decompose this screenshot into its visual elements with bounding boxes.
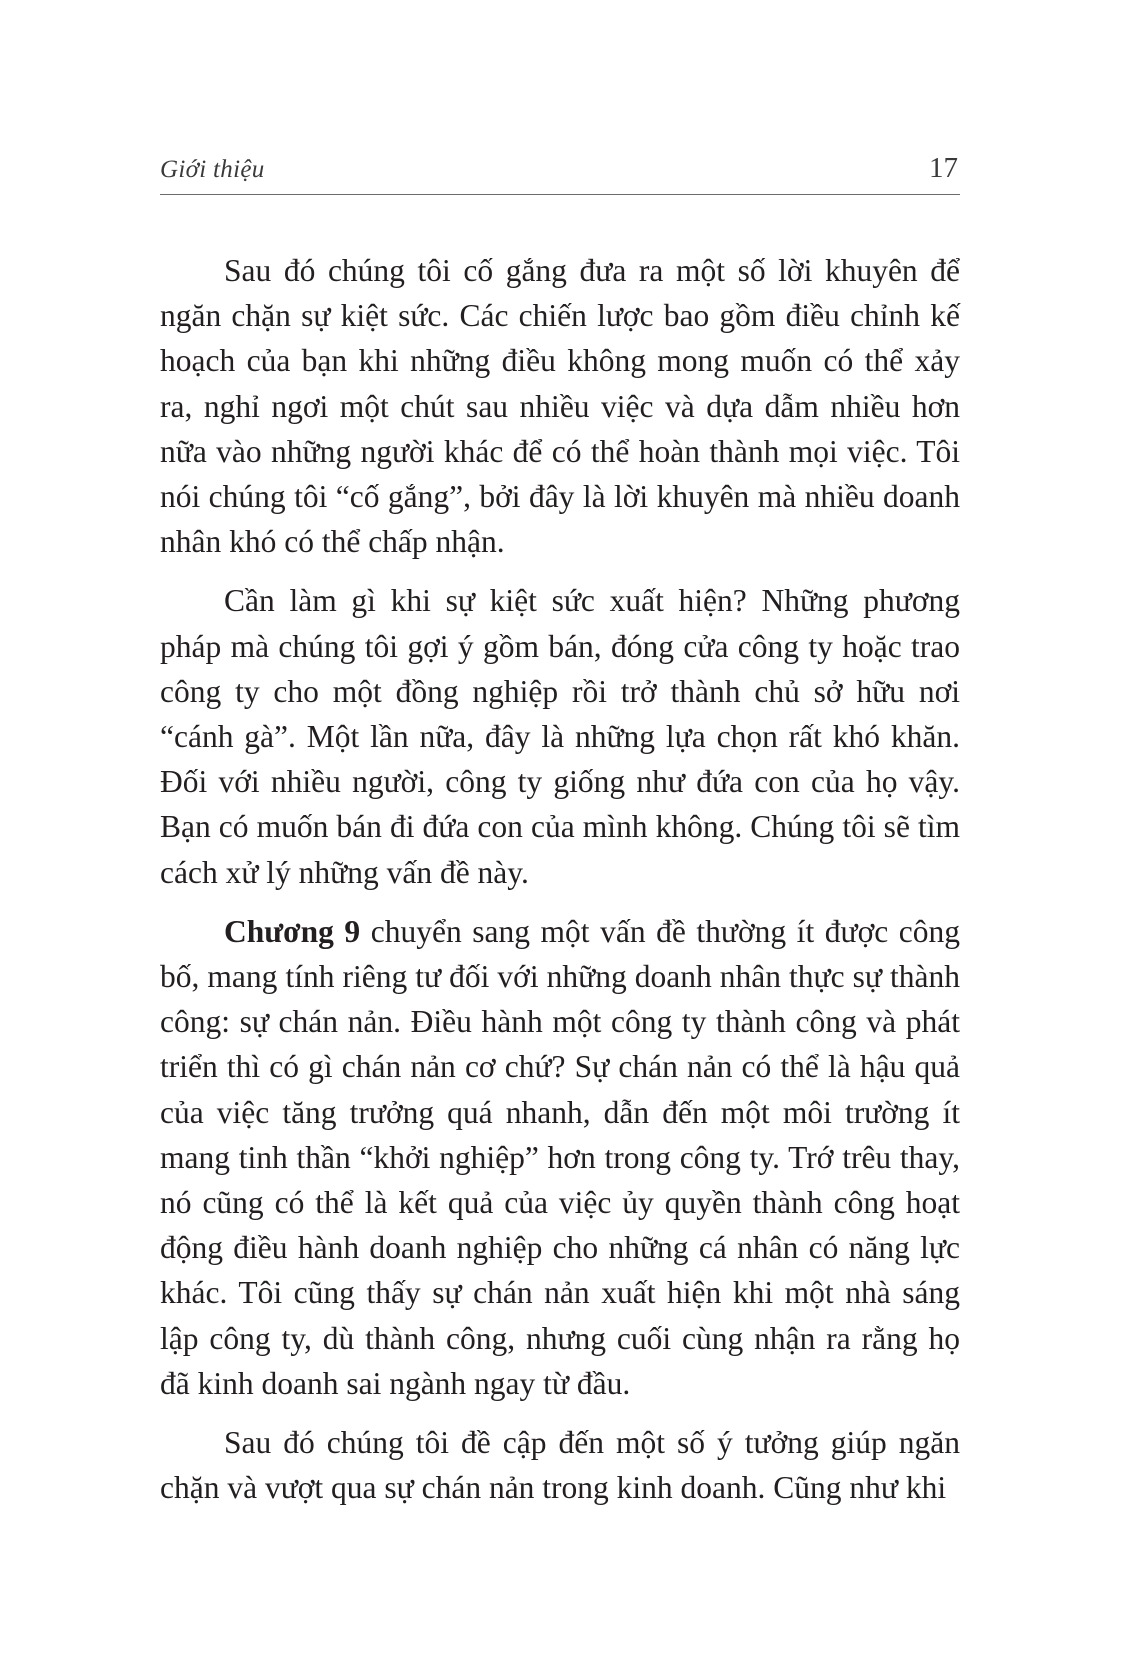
paragraph-4 xyxy=(160,1420,960,1510)
paragraph-text: Sau đó chúng tôi cố gắng đưa ra một số lời khuyên để ngăn chặn sự kiệt sức. Các chiến lược bao gồm điều chỉnh kế hoạch của bạn khi những điều không mong muốn có thể xảy ra, nghỉ ngơi một chút sau nhiều việc và dựa dẫm nhiều hơn nữa vào những người khác để có thể hoàn thành mọi việc. Tôi nói chúng tôi “cố gắng”, bởi đây là lời khuyên mà nhiều doanh nhân khó có thể chấp nhận. xyxy=(160,253,960,560)
paragraph-text: Sau đó chúng tôi đề cập đến một số ý tưởng giúp ngăn chặn và vượt qua sự chán nản trong kinh doanh. Cũng như khi xyxy=(160,1425,960,1506)
paragraph-1 xyxy=(160,248,960,564)
paragraph-text: Cần làm gì khi sự kiệt sức xuất hiện? Những phương pháp mà chúng tôi gợi ý gồm bán, đóng cửa công ty hoặc trao công ty cho một đồng nghiệp rồi trở thành chủ sở hữu nơi “cánh gà”. Một lần nữa, đây là những lựa chọn rất khó khăn. Đối với nhiều người, công ty giống như đứa con của họ vậy. Bạn có muốn bán đi đứa con của mình không. Chúng tôi sẽ tìm cách xử lý những vấn đề này. xyxy=(160,583,960,890)
paragraph-text: chuyển sang một vấn đề thường ít được công bố, mang tính riêng tư đối với những doanh nhân thực sự thành công: sự chán nản. Điều hành một công ty thành công và phát triển thì có gì chán nản cơ chứ? Sự chán nản có thể là hậu quả của việc tăng trưởng quá nhanh, dẫn đến một môi trường ít mang tinh thần “khởi nghiệp” hơn trong công ty. Trớ trêu thay, nó cũng có thể là kết quả của việc ủy quyền thành công hoạt động điều hành doanh nghiệp cho những cá nhân có năng lực khác. Tôi cũng thấy sự chán nản xuất hiện khi một nhà sáng lập công ty, dù thành công, nhưng cuối cùng nhận ra rằng họ đã kinh doanh sai ngành ngay từ đầu. xyxy=(160,913,960,1401)
chapter-reference: Chương 9 xyxy=(224,913,361,949)
paragraph-2 xyxy=(160,578,960,894)
running-header xyxy=(160,150,960,195)
chapter-title: Giới thiệu xyxy=(160,156,265,183)
page-number: 17 xyxy=(929,152,958,184)
paragraph-3 xyxy=(160,909,960,1406)
body-text xyxy=(160,248,960,1524)
